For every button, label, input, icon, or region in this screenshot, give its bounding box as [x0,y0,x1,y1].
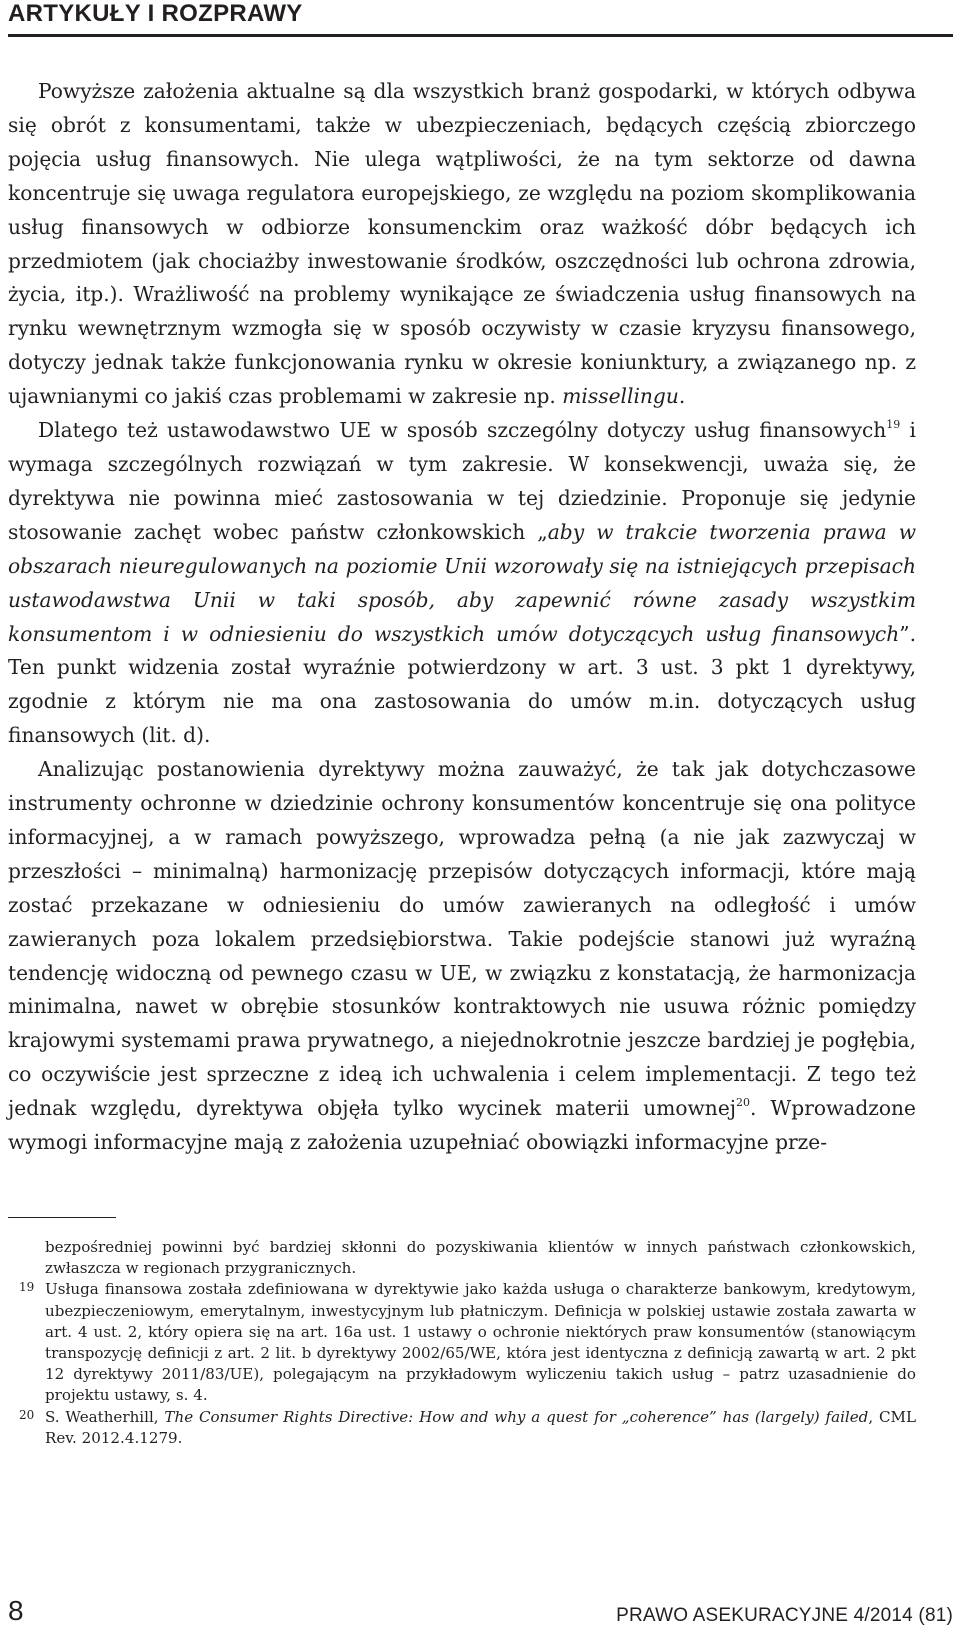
footnote-20-number: 20 [19,1407,35,1422]
footnote-continuation: bezpośredniej powinni być bardziej skłonni do pozyskiwania klientów w innych państwach członkowskich, zwłaszcza w regionach przygranicznych. [45,1238,916,1278]
article-body [8,75,916,1160]
paragraph-2-text-c: ”. Ten punkt widzenia został wyraźnie potwierdzony w art. 3 ust. 3 pkt 1 dyrektywy, zgodnie z którym nie ma ona zastosowania do umów m.in. dotyczących usług finansowych (lit. d). [8,621,916,748]
paragraph-1 [8,75,916,414]
footnotes [8,1237,916,1449]
paragraph-1-end: . [678,384,686,409]
footnote-ref-20[interactable]: 20 [736,1096,751,1110]
page-header [8,0,953,37]
paragraph-2 [8,414,916,753]
journal-name: PRAWO ASEKURACYJNE 4/2014 (81) [616,1605,953,1626]
paragraph-3-text: Analizując postanowienia dyrektywy można zauważyć, że tak jak dotychczasowe instrumenty ochronne w dziedzinie ochrony konsumentów koncentruje się ona polityce informacyjnej, a w ramach powyższego, wprowadza pełną (a nie jak zazwyczaj w przeszłości – minimalną) harmonizację przepisów dotyczących informacji, które mają zostać przekazane w odniesieniu do umów zawieranych na odległość i umów zawieranych poza lokalem przedsiębiorstwa. Takie podejście stanowi już wyraźną tendencję widoczną od pewnego czasu w UE, w związku z konstatacją, że harmonizacja minimalna, nawet w obrębie stosunków kontraktowych nie usuwa różnic pomiędzy krajowymi systemami prawa prywatnego, a niejednokrotnie jeszcze bardziej je pogłębia, co oczywiście jest sprzeczne z ideą ich uchwalenia i celem implementacji. Z tego też jednak względu, dyrektywa objęła tylko wycinek materii umownej [8,757,916,1121]
paragraph-1-text: Powyższe założenia aktualne są dla wszystkich branż gospodarki, w których odbywa się obrót z konsumentami, także w ubezpieczeniach, będących częścią zbiorczego pojęcia usług finansowych. Nie ulega wątpliwości, że na tym sektorze od dawna koncentruje się uwaga regulatora europejskiego, ze względu na poziom skomplikowania usług finansowych w odbiorze konsumenckim oraz ważkość dóbr będących ich przedmiotem (jak chociażby inwestowanie środków, oszczędności lub ochrona zdrowia, życia, itp.). Wrażliwość na problemy wynikające ze świadczenia usług finansowych na rynku wewnętrznym wzmogła się w sposób oczywisty w czasie kryzysu finansowego, dotyczy jednak także funkcjonowania rynku w okresie koniunktury, a związanego np. z ujawnianymi co jakiś czas problemami w zakresie np. [8,79,916,409]
paragraph-1-italic: missellingu [562,384,679,409]
paragraph-2-text-b: i wymaga szczególnych rozwiązań w tym zakresie. W konsekwencji, uważa się, że dyrektywa nie powinna mieć zastosowania w tej dziedzinie. Proponuje się jedynie stosowanie zachęt wobec państw członkowskich „ [8,418,916,544]
footnote-20-source: , CML Rev. 2012.4.1279. [45,1407,916,1447]
footnote-20-title: The Consumer Rights Directive: How and why a quest for „coherence” has (largely) failed [164,1407,869,1426]
page-footer [8,1595,953,1635]
page-number: 8 [8,1595,24,1626]
paragraph-2-quote: aby w trakcie tworzenia prawa w obszarach nieuregulowanych na poziomie Unii wzorowały się na istniejących przepisach ustawodawstwa Unii w taki sposób, aby zapewnić równe zasady wszystkim konsumentom i w odniesieniu do wszystkich umów dotyczących usług finansowych [8,519,916,646]
footnote-19 [19,1279,916,1406]
section-title: ARTYKUŁY I ROZPRAWY [8,0,303,27]
footnote-20-author: S. Weatherhill, [45,1407,165,1426]
footnote-19-text: Usługa finansowa została zdefiniowana w dyrektywie jako każda usługa o charakterze bankowym, kredytowym, ubezpieczeniowym, emerytalnym, inwestycyjnym lub płatniczym. Definicja w polskiej ustawie została zawarta w art. 4 ust. 2, który opiera się na art. 16a ust. 1 ustawy o ochronie niektórych praw konsumentów (stanowiącym transpozycję definicji z art. 2 lit. b dyrektywy 2002/65/WE, która jest identyczna z definicją zawartą w art. 2 pkt 12 dyrektywy 2011/83/UE), polegającym na przykładowym wyliczeniu takich usług – patrz uzasadnienie do projektu ustawy, s. 4. [45,1280,916,1405]
paragraph-3 [8,753,916,1160]
footnote-divider [8,1217,116,1218]
footnote-ref-19[interactable]: 19 [886,418,901,432]
paragraph-2-text: Dlatego też ustawodawstwo UE w sposób szczególny dotyczy usług finansowych [38,418,887,443]
paragraph-3-text-b: . Wprowadzone wymogi informacyjne mają z założenia uzupełniać obowiązki informacyjne prze- [8,1096,916,1155]
footnote-20 [19,1407,916,1449]
footnote-19-number: 19 [19,1280,35,1295]
